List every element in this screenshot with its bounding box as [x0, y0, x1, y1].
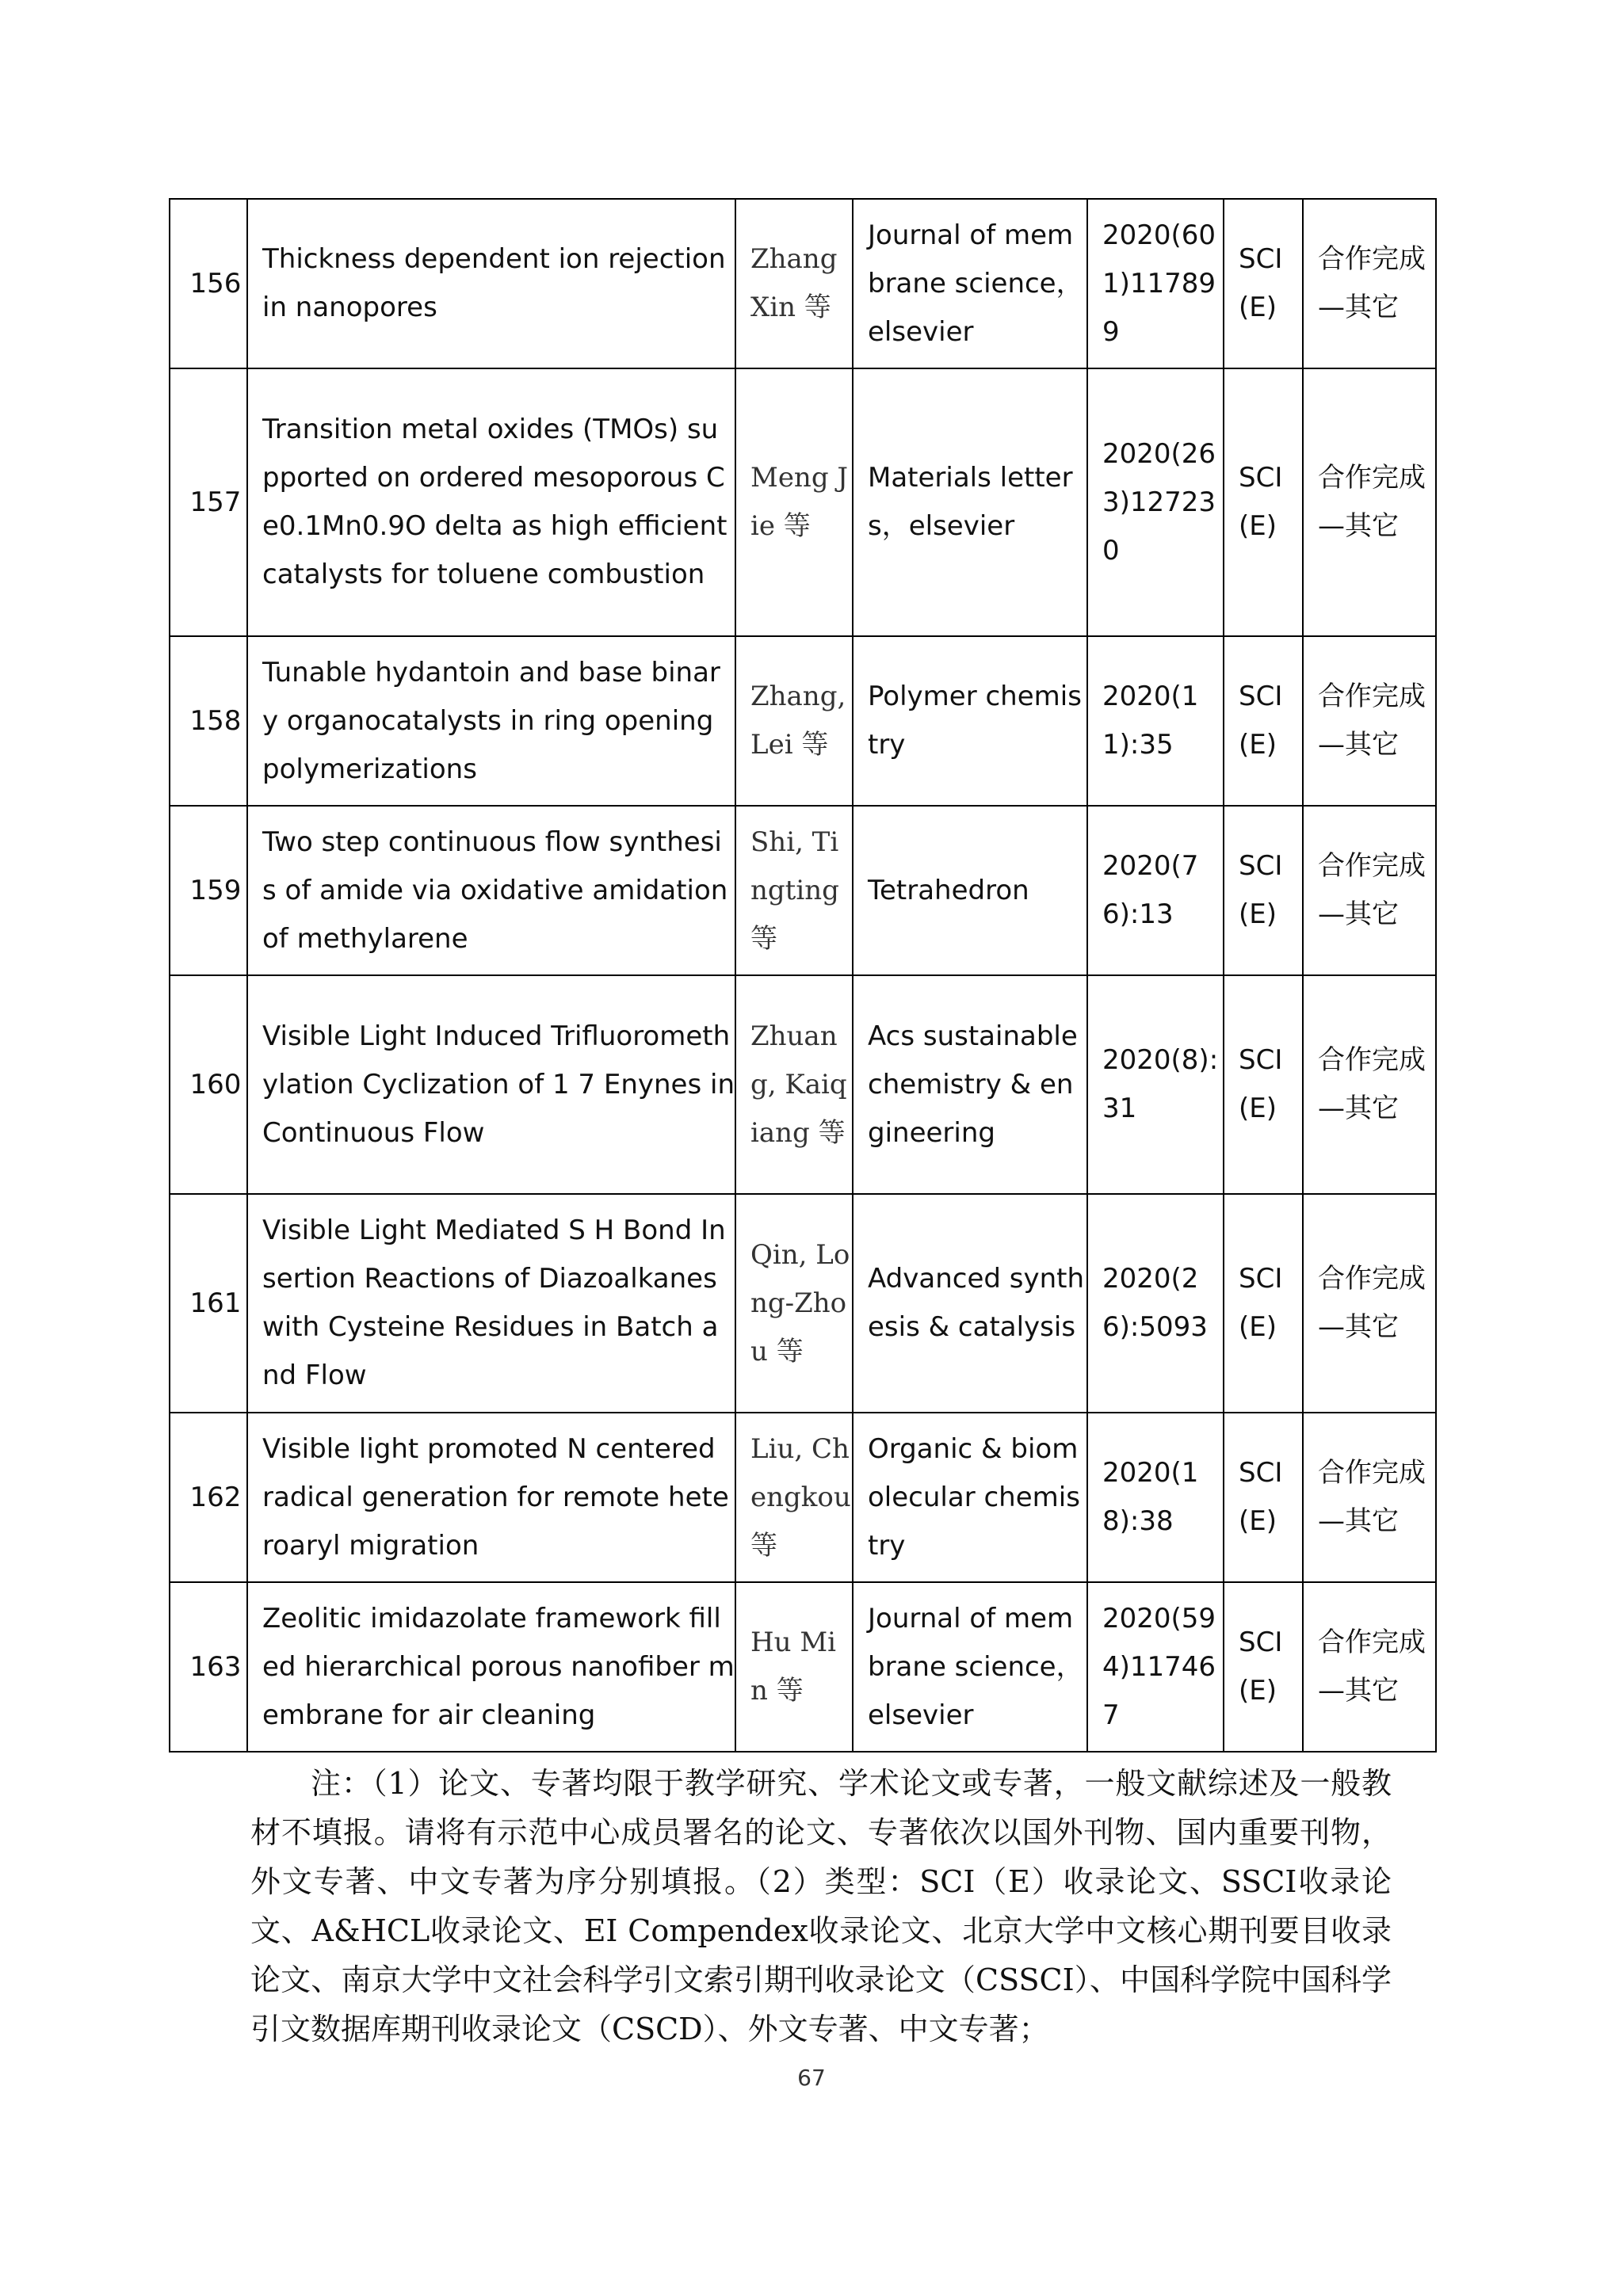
paper-authors: Zhuang, Kaiqiang 等	[735, 975, 853, 1194]
row-number: 162	[170, 1413, 247, 1582]
contribution-category: 合作完成—其它	[1303, 368, 1436, 636]
year-volume-pages: 2020(263)127230	[1087, 368, 1224, 636]
row-number: 156	[170, 199, 247, 368]
table-row	[170, 975, 1436, 1194]
index-type: SCI (E)	[1224, 1413, 1303, 1582]
paper-title: Visible Light Induced Trifluoromethylation Cyclization of 1 7 Enynes in Continuous Flow	[247, 975, 735, 1194]
journal-name: Materials letters，elsevier	[853, 368, 1087, 636]
table-row	[170, 1194, 1436, 1413]
note-text: 注：（1）论文、专著均限于教学研究、学术论文或专著，一般文献综述及一般教材不填报。请将有示范中心成员署名的论文、专著依次以国外刊物、国内重要刊物，外文专著、中文专著为序分别填报。（2）类型：SCI（E）收录论文、SSCI收录论文、A&HCL收录论文、EI Compendex收录论文、北京大学中文核心期刊要目收录论文、南京大学中文社会科学引文索引期刊收录论文（CSSCI）、中国科学院中国科学引文数据库期刊收录论文（CSCD）、外文专著、中文专著；	[250, 1766, 1392, 2046]
contribution-category: 合作完成—其它	[1303, 1582, 1436, 1752]
publications-table-body	[170, 199, 1436, 1752]
journal-name: Polymer chemistry	[853, 636, 1087, 806]
paper-authors: Meng Jie 等	[735, 368, 853, 636]
journal-name: Organic & biomolecular chemistry	[853, 1413, 1087, 1582]
table-row	[170, 1582, 1436, 1752]
paper-title: Visible light promoted N centered radical generation for remote heteroaryl migration	[247, 1413, 735, 1582]
index-type: SCI (E)	[1224, 975, 1303, 1194]
paper-title: Tunable hydantoin and base binary organocatalysts in ring opening polymerizations	[247, 636, 735, 806]
paper-title: Two step continuous flow synthesis of amide via oxidative amidation of methylarene	[247, 806, 735, 975]
table-row	[170, 368, 1436, 636]
page-number: 67	[797, 2065, 826, 2091]
publications-table	[169, 198, 1437, 1753]
paper-title: Zeolitic imidazolate framework filled hierarchical porous nanofiber membrane for air cleaning	[247, 1582, 735, 1752]
year-volume-pages: 2020(26):5093	[1087, 1194, 1224, 1413]
journal-name: Acs sustainable chemistry & engineering	[853, 975, 1087, 1194]
row-number: 157	[170, 368, 247, 636]
index-type: SCI (E)	[1224, 199, 1303, 368]
year-volume-pages: 2020(601)117899	[1087, 199, 1224, 368]
index-type: SCI (E)	[1224, 1194, 1303, 1413]
row-number: 161	[170, 1194, 247, 1413]
contribution-category: 合作完成—其它	[1303, 1413, 1436, 1582]
index-type: SCI (E)	[1224, 636, 1303, 806]
row-number: 158	[170, 636, 247, 806]
journal-name: Tetrahedron	[853, 806, 1087, 975]
journal-name: Advanced synthesis & catalysis	[853, 1194, 1087, 1413]
year-volume-pages: 2020(594)117467	[1087, 1582, 1224, 1752]
contribution-category: 合作完成—其它	[1303, 975, 1436, 1194]
paper-title: Visible Light Mediated S H Bond Insertion Reactions of Diazoalkanes with Cysteine Residues in Batch and Flow	[247, 1194, 735, 1413]
year-volume-pages: 2020(76):13	[1087, 806, 1224, 975]
row-number: 160	[170, 975, 247, 1194]
table-row	[170, 199, 1436, 368]
paper-authors: Zhang, Lei 等	[735, 636, 853, 806]
index-type: SCI (E)	[1224, 806, 1303, 975]
index-type: SCI (E)	[1224, 368, 1303, 636]
year-volume-pages: 2020(18):38	[1087, 1413, 1224, 1582]
row-number: 163	[170, 1582, 247, 1752]
paper-authors: Shi, Tingting 等	[735, 806, 853, 975]
index-type: SCI (E)	[1224, 1582, 1303, 1752]
table-note	[250, 1759, 1392, 2054]
contribution-category: 合作完成—其它	[1303, 806, 1436, 975]
paper-authors: Qin, Long-Zhou 等	[735, 1194, 853, 1413]
contribution-category: 合作完成—其它	[1303, 636, 1436, 806]
year-volume-pages: 2020(8):31	[1087, 975, 1224, 1194]
year-volume-pages: 2020(11):35	[1087, 636, 1224, 806]
table-row	[170, 806, 1436, 975]
paper-title: Transition metal oxides (TMOs) supported on ordered mesoporous Ce0.1Mn0.9O delta as high efficient catalysts for toluene combustion	[247, 368, 735, 636]
paper-authors: Hu Min 等	[735, 1582, 853, 1752]
contribution-category: 合作完成—其它	[1303, 1194, 1436, 1413]
table-row	[170, 1413, 1436, 1582]
table-row	[170, 636, 1436, 806]
paper-title: Thickness dependent ion rejection in nanopores	[247, 199, 735, 368]
paper-authors: Liu, Chengkou 等	[735, 1413, 853, 1582]
journal-name: Journal of membrane science，elsevier	[853, 1582, 1087, 1752]
row-number: 159	[170, 806, 247, 975]
contribution-category: 合作完成—其它	[1303, 199, 1436, 368]
paper-authors: Zhang Xin 等	[735, 199, 853, 368]
journal-name: Journal of membrane science，elsevier	[853, 199, 1087, 368]
